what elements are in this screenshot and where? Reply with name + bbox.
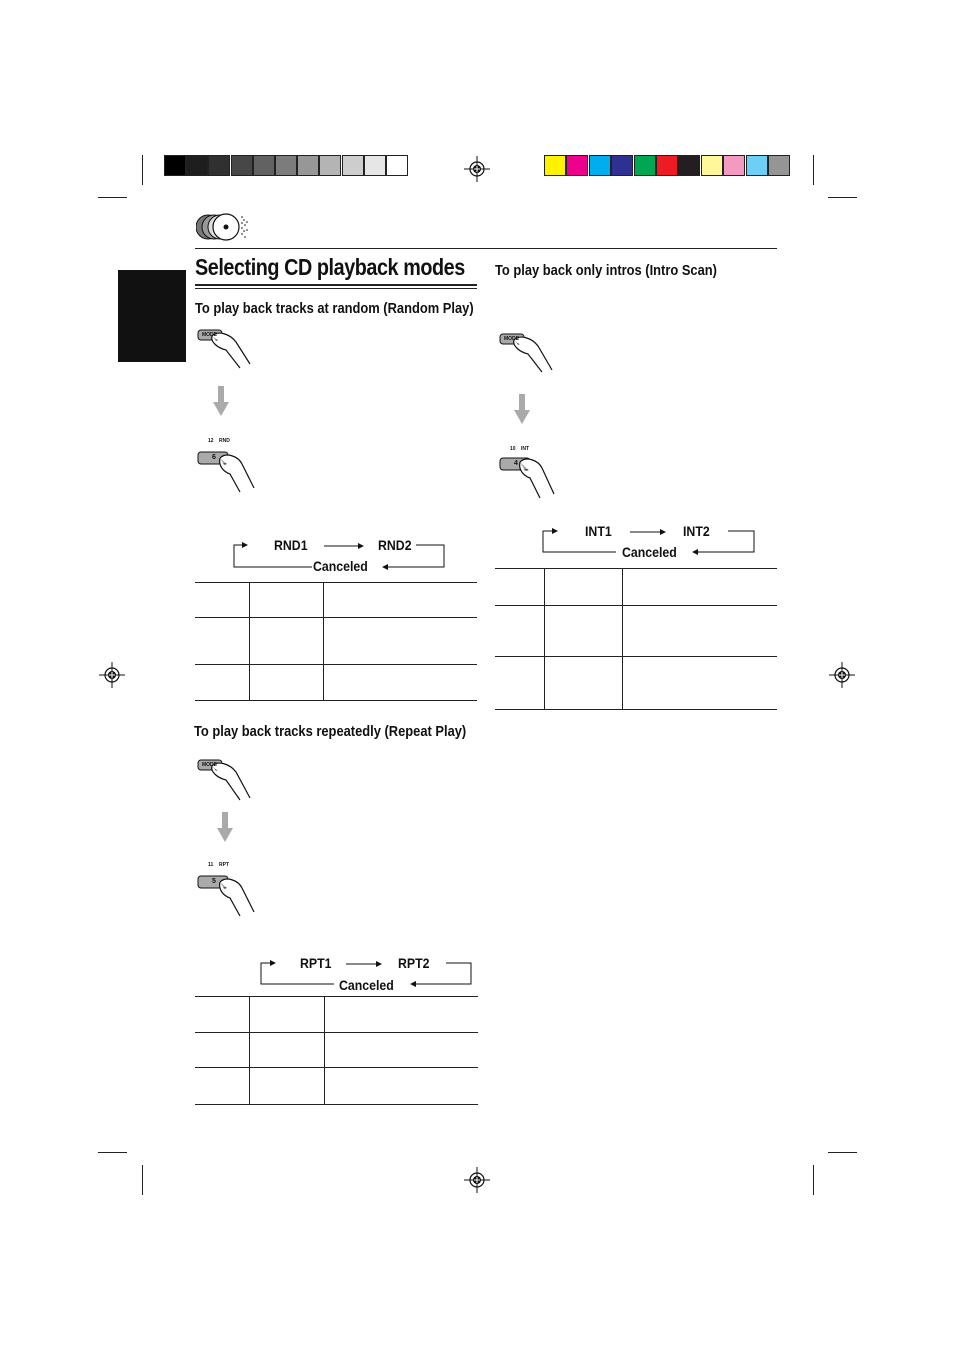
cycle-item-rpt2: RPT2	[398, 955, 430, 971]
crop-mark	[828, 197, 857, 198]
crop-mark	[98, 197, 127, 198]
table-rule	[495, 656, 777, 657]
table-column-rule	[249, 996, 250, 1104]
mode-button-press[interactable]	[196, 758, 256, 802]
button-num-label: 11	[208, 862, 214, 868]
title-underline	[195, 284, 477, 286]
down-arrow-icon	[217, 812, 233, 842]
down-arrow-icon	[213, 386, 229, 416]
button-number: 4	[514, 460, 518, 467]
gray-swatch	[386, 155, 408, 176]
gray-swatch	[231, 155, 253, 176]
intro-scan-heading: To play back only intros (Intro Scan)	[495, 262, 717, 279]
color-swatch	[723, 155, 745, 176]
registration-mark-icon	[464, 1167, 490, 1193]
cycle-arrows	[540, 526, 758, 556]
int-button-press[interactable]	[498, 444, 560, 500]
cycle-item-canceled: Canceled	[339, 977, 394, 993]
button-mode-label: INT	[521, 446, 530, 452]
rnd-button-press[interactable]	[196, 438, 258, 494]
button-mode-label: RND	[219, 438, 230, 444]
gray-swatch	[186, 155, 208, 176]
table-column-rule	[622, 568, 623, 709]
cycle-item-rpt1: RPT1	[300, 955, 332, 971]
mode-label: MODE	[202, 332, 217, 338]
button-num-label: 10	[510, 446, 516, 452]
table-rule	[195, 617, 477, 618]
crop-mark	[142, 155, 143, 185]
color-swatch	[544, 155, 566, 176]
table-column-rule	[323, 582, 324, 700]
cycle-item-canceled: Canceled	[622, 544, 677, 560]
table-rule	[195, 1104, 478, 1105]
color-swatch	[611, 155, 633, 176]
title-underline-thin	[195, 288, 477, 289]
mode-button-press[interactable]	[498, 330, 558, 374]
crop-mark	[98, 1152, 127, 1153]
mode-label: MODE	[504, 336, 519, 342]
button-number: 6	[212, 454, 216, 461]
cycle-arrows	[258, 958, 476, 988]
table-rule	[195, 996, 478, 997]
table-rule	[495, 568, 777, 569]
crop-mark	[813, 1165, 814, 1195]
table-rule	[495, 605, 777, 606]
crop-mark	[142, 1165, 143, 1195]
cycle-arrows	[230, 540, 448, 570]
table-column-rule	[544, 568, 545, 709]
gray-swatch	[275, 155, 297, 176]
registration-mark-icon	[829, 662, 855, 688]
cycle-item-rnd2: RND2	[378, 537, 412, 553]
button-num-label: 12	[208, 438, 214, 444]
button-mode-label: RPT	[219, 862, 229, 868]
mode-label: MODE	[202, 762, 217, 768]
crop-mark	[828, 1152, 857, 1153]
registration-mark-icon	[464, 156, 490, 182]
header-rule	[195, 248, 777, 249]
down-arrow-icon	[514, 394, 530, 424]
gray-swatch	[208, 155, 230, 176]
table-rule	[195, 1032, 478, 1033]
table-rule	[195, 700, 477, 701]
color-swatch	[589, 155, 611, 176]
button-number: 5	[212, 878, 216, 885]
rpt-button-press[interactable]	[196, 860, 258, 916]
color-swatch	[656, 155, 678, 176]
finger-press-icon	[498, 444, 560, 500]
color-swatch	[746, 155, 768, 176]
color-swatch	[634, 155, 656, 176]
table-rule	[495, 709, 777, 710]
color-swatch	[701, 155, 723, 176]
language-side-tab	[118, 270, 186, 362]
cycle-item-int2: INT2	[683, 523, 710, 539]
color-swatch	[566, 155, 588, 176]
cycle-item-int1: INT1	[585, 523, 612, 539]
mode-button-press[interactable]	[196, 326, 256, 370]
repeat-play-heading: To play back tracks repeatedly (Repeat Play)	[194, 723, 467, 740]
color-swatch	[678, 155, 700, 176]
gray-swatch	[364, 155, 386, 176]
table-rule	[195, 582, 477, 583]
gray-swatch	[342, 155, 364, 176]
finger-press-icon	[196, 860, 258, 916]
cd-disc-icon	[196, 210, 250, 244]
gray-swatch	[253, 155, 275, 176]
random-play-heading: To play back tracks at random (Random Play)	[195, 300, 474, 317]
finger-press-icon	[196, 438, 258, 494]
cycle-item-rnd1: RND1	[274, 537, 308, 553]
table-rule	[195, 664, 477, 665]
table-rule	[195, 1067, 478, 1068]
gray-swatch	[297, 155, 319, 176]
table-column-rule	[249, 582, 250, 700]
table-column-rule	[324, 996, 325, 1104]
gray-swatch	[164, 155, 186, 176]
cycle-item-canceled: Canceled	[313, 558, 368, 574]
crop-mark	[813, 155, 814, 185]
color-swatch	[768, 155, 790, 176]
registration-mark-icon	[99, 662, 125, 688]
gray-swatch	[319, 155, 341, 176]
page-title: Selecting CD playback modes	[195, 254, 465, 280]
